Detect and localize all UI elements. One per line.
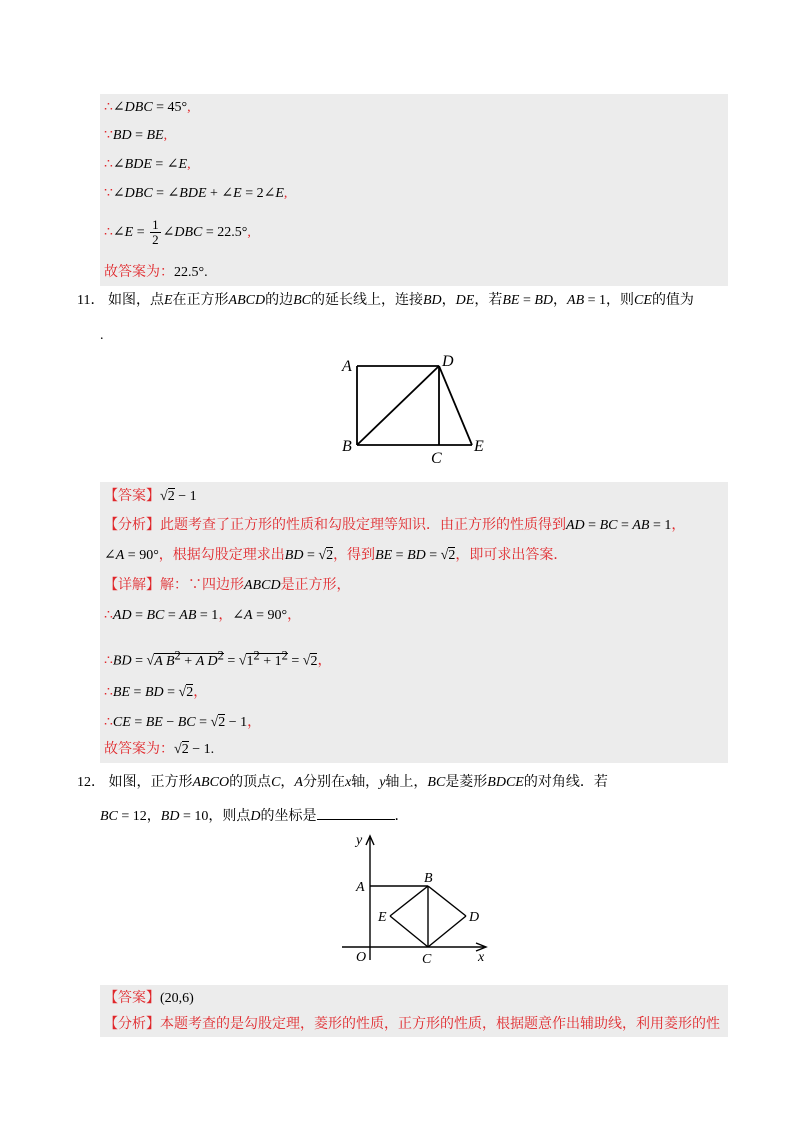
q12-label-x: x: [478, 950, 485, 965]
q11-detail-step-1: ∴AD = BC = AB = 1，∠A = 90°，: [104, 608, 302, 623]
q12-label-C: C: [422, 952, 432, 967]
q10-step-2: ∵BD = BE,: [104, 128, 168, 143]
q11-figure: [336, 350, 496, 465]
q11-detail-step-3: ∴BE = BD = √2，: [104, 685, 208, 700]
q11-detail-intro: 【详解】解：∵四边形ABCD是正方形，: [104, 578, 351, 593]
q11-question-line2: .: [100, 328, 104, 343]
q10-final-answer: 故答案为：22.5°.: [104, 265, 208, 280]
q12-label-A: A: [356, 880, 365, 895]
q12-figure: [338, 830, 498, 968]
q11-label-B: B: [342, 438, 352, 455]
q12-question: 12． 如图，正方形ABCO的顶点C，A分别在x轴，y轴上，BC是菱形BDCE的对角线．若: [77, 775, 608, 790]
q11-question: 11． 如图，点E在正方形ABCD的边BC的延长线上，连接BD，DE，若BE = BD，AB = 1，则CE的值为: [77, 293, 694, 308]
q12-answer: 【答案】(20,6): [104, 991, 194, 1006]
q11-analysis-1: 【分析】此题考查了正方形的性质和勾股定理等知识．由正方形的性质得到AD = BC = AB = 1，: [104, 518, 686, 533]
q11-analysis-2: ∠A = 90°，根据勾股定理求出BD = √2，得到BE = BD = √2，即可求出答案．: [104, 548, 568, 563]
q10-step-4: ∵∠DBC = ∠BDE + ∠E = 2∠E,: [104, 186, 288, 201]
q10-step-3: ∴∠BDE = ∠E,: [104, 157, 191, 172]
q11-detail-step-4: ∴CE = BE − BC = √2 − 1，: [104, 715, 262, 730]
q12-label-D: D: [469, 910, 480, 925]
q12-label-y: y: [356, 833, 363, 848]
q10-step-1: ∴∠DBC = 45°,: [104, 100, 191, 115]
q11-label-A: A: [342, 358, 352, 375]
q12-label-O: O: [356, 950, 367, 965]
q11-label-E: E: [474, 438, 484, 455]
q12-analysis-1: 【分析】本题考查的是勾股定理，菱形的性质，正方形的性质，根据题意作出辅助线，利用菱形的性: [104, 1017, 720, 1032]
q11-detail-step-2: ∴BD = √A $B^2 + A$ $D^2 = √1^2 + 1^2 = √2$，: [104, 648, 332, 669]
q12-label-B: B: [424, 871, 433, 886]
q12-label-E: E: [378, 910, 387, 925]
q11-final-answer: 故答案为：√2 − 1.: [104, 742, 215, 757]
q10-step-5: ∴∠E = $\frac{1}{2}$ ∠DBC = 22.5°,: [104, 217, 251, 248]
q11-label-C: C: [431, 450, 442, 465]
q12-question-line2: BC = 12，BD = 10，则点D的坐标是 ．: [100, 805, 409, 827]
q11-answer: 【答案】√2 − 1: [104, 489, 197, 504]
q11-label-D: D: [442, 353, 454, 370]
